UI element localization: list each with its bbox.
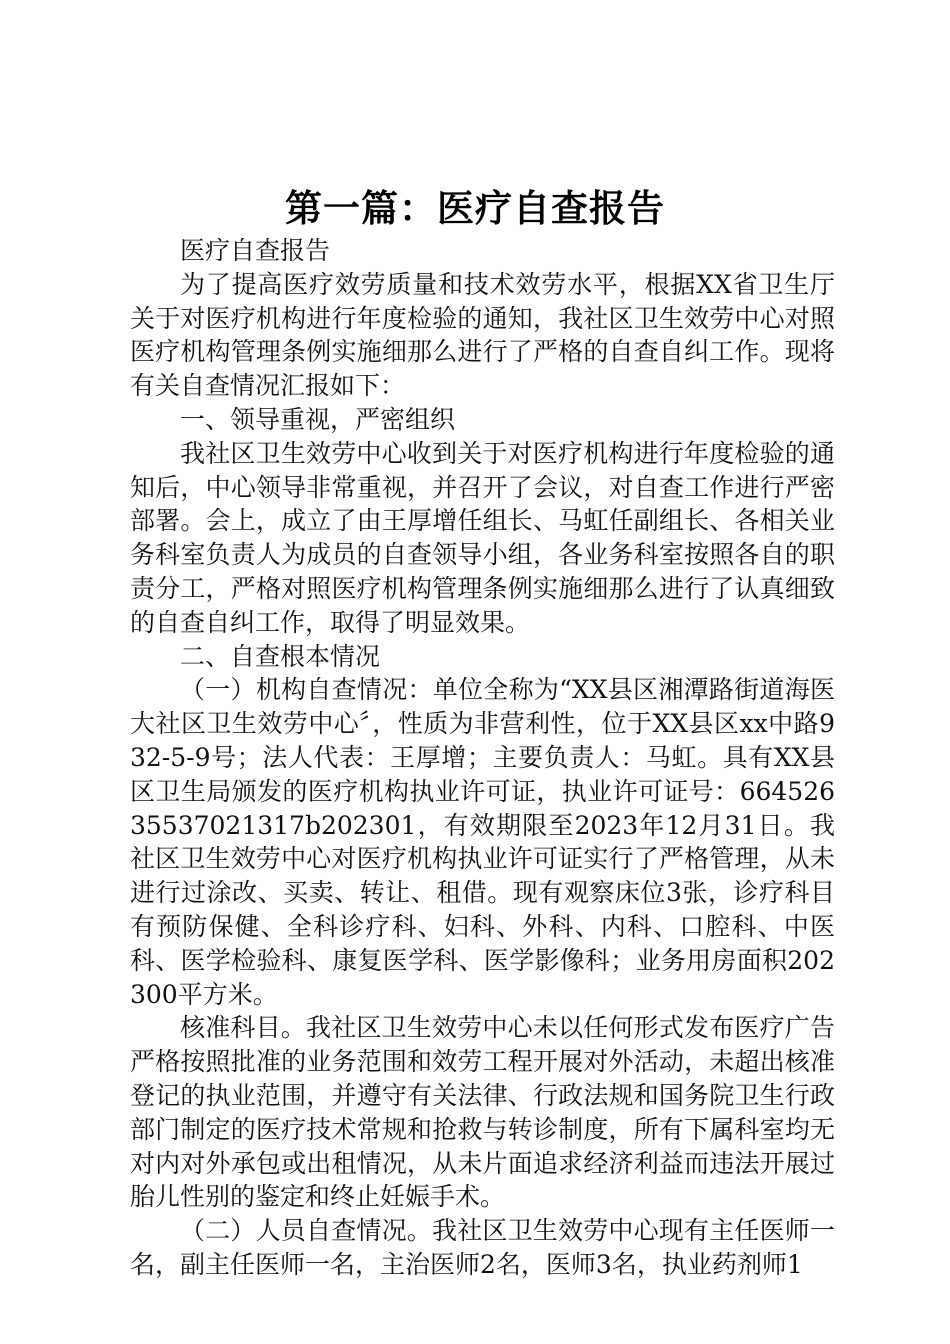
paragraph-staff-check: （二）人员自查情况。我社区卫生效劳中心现有主任医师一名，副主任医师一名，主治医师2名，医师3名，执业药剂师1: [130, 1216, 835, 1279]
document-title: 第一篇：医疗自查报告: [285, 186, 665, 230]
section-heading-2: 二、自查根本情况: [180, 641, 381, 671]
document-body: [130, 234, 835, 1282]
section-heading-1: 一、领导重视，严密组织: [180, 404, 456, 434]
paragraph-institution-check: （一）机构自查情况：单位全称为“XX县区湘潭路街道海医大社区卫生效劳中心〞，性质为非营利性，位于XX县区xx中路932-5-9号；法人代表：王厚增；主要负责人：马虹。具有XX县区卫生局颁发的医疗机构执业许可证，执业许可证号：66452635537021317b202301，有效期限至2023年12月31日。我社区卫生效劳中心对医疗机构执业许可证实行了严格管理，从未进行过涂改、买卖、转让、租借。现有观察床位3张，诊疗科目有预防保健、全科诊疗科、妇科、外科、内科、口腔科、中医科、医学检验科、康复医学科、医学影像科；业务用房面积202300平方米。: [130, 675, 835, 1009]
paragraph-organization: 我社区卫生效劳中心收到关于对医疗机构进行年度检验的通知后，中心领导非常重视，并召开了会议，对自查工作进行严密部署。会上，成立了由王厚增任组长、马虹任副组长、各相关业务科室负责人为成员的自查领导小组，各业务科室按照各自的职责分工，严格对照医疗机构管理条例实施细那么进行了认真细致的自查自纠工作，取得了明显效果。: [130, 438, 835, 637]
paragraph-subtitle: 医疗自查报告: [180, 236, 331, 265]
paragraph-intro: 为了提高医疗效劳质量和技术效劳水平，根据XX省卫生厅关于对医疗机构进行年度检验的通知，我社区卫生效劳中心对照医疗机构管理条例实施细那么进行了严格的自查自纠工作。现将有关自查情况汇报如下：: [130, 269, 835, 401]
paragraph-approved-subjects: 核准科目。我社区卫生效劳中心未以任何形式发布医疗广告严格按照批准的业务范围和效劳工程开展对外活动，未超出核准登记的执业范围，并遵守有关法律、行政法规和国务院卫生行政部门制定的医疗技术常规和抢救与转诊制度，所有下属科室均无对内对外承包或出租情况，从未片面追求经济利益而违法开展过胎儿性别的鉴定和终止妊娠手术。: [130, 1013, 835, 1212]
